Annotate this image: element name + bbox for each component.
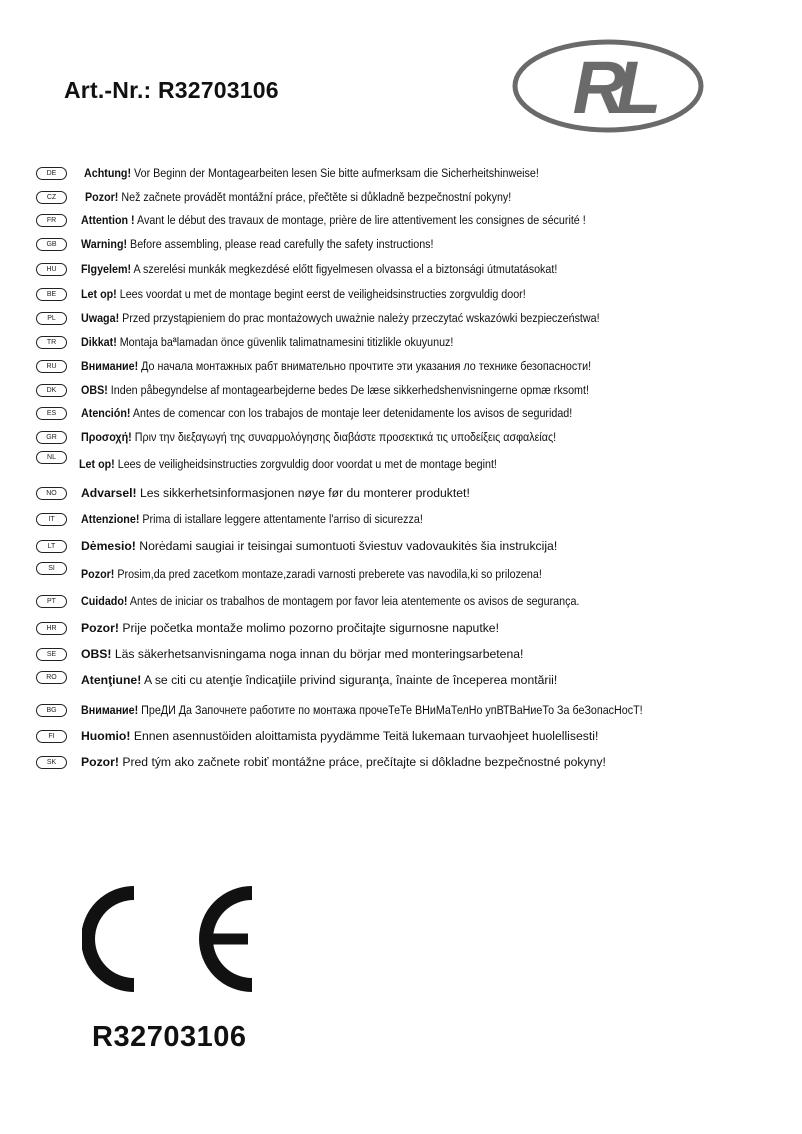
safety-notice-hr (36, 620, 499, 636)
language-badge: IT (36, 513, 67, 526)
safety-notice-tr (36, 334, 504, 350)
product-code: R32703106 (92, 1021, 247, 1053)
notice-text: До начала монтажных рабт внимательно прочтите эти указания ло технике безопасности! (141, 359, 592, 373)
safety-notice-lt (36, 538, 557, 554)
notice-title: Pozor! (81, 621, 119, 635)
language-badge: ES (36, 407, 67, 420)
language-badge: FR (36, 214, 67, 227)
safety-notice-ro (36, 672, 557, 688)
ce-mark-icon (82, 880, 272, 998)
language-badge: FI (36, 730, 67, 743)
safety-notice-sk (36, 754, 606, 770)
notice-text: Norėdami saugiai ir teisingai sumontuoti šviestuv vadovaukitės šia instrukcija! (139, 539, 558, 553)
safety-notice-dk (36, 382, 658, 398)
notice-text: Przed przystąpieniem do prac montażowych uważnie należy przeczytać wskazówki bezpieczeństwa! (122, 311, 600, 325)
language-badge: NL (36, 451, 67, 464)
language-badge: TR (36, 336, 67, 349)
notice-title: Attention ! (81, 213, 135, 227)
notice-text: Prima di istallare leggere attentamente l'arriso di sicurezza! (142, 512, 423, 526)
language-badge: LT (36, 540, 67, 553)
logo-lettering: RL (572, 46, 652, 129)
notice-text: Vor Beginn der Montagearbeiten lesen Sie bitte aufmerksam die Sicherheitshinweise! (134, 166, 539, 180)
notice-text: A se citi cu atenţie îndicaţiile privind siguranţa, înainte de începerea montării! (143, 673, 558, 687)
safety-notice-pt (36, 593, 647, 609)
notice-title: FIgyelem! (81, 262, 132, 276)
notice-text: Avant le début des travaux de montage, prière de lire attentivement les consignes de sécurité ! (137, 213, 586, 227)
language-badge: SI (36, 562, 67, 575)
safety-notice-se (36, 646, 523, 662)
safety-notice-de (36, 165, 601, 181)
safety-notice-bg (36, 702, 719, 718)
language-badge: HU (36, 263, 67, 276)
language-badge: SE (36, 648, 67, 661)
notice-title: Let op! (81, 287, 117, 301)
language-badge: NO (36, 487, 67, 500)
notice-title: Cuidado! (81, 594, 128, 608)
language-badge: GB (36, 238, 67, 251)
notice-text: Než začnete provádět montážní práce, přečtěte si důkladně bezpečnostní pokyny! (121, 190, 512, 204)
rl-brand-logo (512, 38, 705, 138)
notice-title: Achtung! (84, 166, 132, 180)
notice-text: Prije početka montaže molimo pozorno pročitajte sigurnosne naputke! (122, 621, 499, 635)
language-badge: DE (36, 167, 67, 180)
notice-title: Pozor! (81, 567, 115, 581)
safety-notice-ru (36, 358, 661, 374)
notice-title: OBS! (81, 383, 108, 397)
safety-notice-pl (36, 310, 670, 326)
notice-text: A szerelési munkák megkezdésé előtt figyelmesen olvassa el a biztonsági útmutatásokat! (133, 262, 558, 276)
safety-notice-gr (36, 429, 621, 445)
notice-text: Pred tým ako začnete robiť montážne práce, prečítajte si dôkladne bezpečnostné pokyny! (122, 755, 606, 769)
language-badge: RO (36, 671, 67, 684)
notice-text: ПреДИ Да Започнете работите по монтажа прочеТеТе ВНиМаТелНо упВТВаНиеТо За беЗопасНосТ! (141, 703, 643, 717)
language-badge: DK (36, 384, 67, 397)
notice-title: Atenţiune! (81, 673, 142, 687)
language-badge: PT (36, 595, 67, 608)
language-badge: BG (36, 704, 67, 717)
notice-text: Prosim,da pred zacetkom montaze,zaradi varnosti preberete vas navodila,ki so prilozena! (117, 567, 542, 581)
notice-title: Let op! (79, 457, 115, 471)
notice-text: Inden påbegyndelse af montagearbejderne bedes De læse sikkerhedshenvisningerne opmæ rksomt! (110, 383, 589, 397)
safety-notice-hu (36, 261, 622, 277)
notice-title: Внимание! (81, 703, 139, 717)
notice-text: Lees de veiligheidsinstructies zorgvuldig door voordat u met de montage begint! (117, 457, 497, 471)
notice-title: Προσοχή! (81, 430, 132, 444)
safety-notice-it (36, 511, 469, 527)
notice-title: Внимание! (81, 359, 139, 373)
safety-notice-si (36, 566, 605, 582)
notice-title: OBS! (81, 647, 112, 661)
notice-text: Antes de iniciar os trabalhos de montagem por favor leia atentemente os avisos de segurança. (129, 594, 580, 608)
notice-text: Les sikkerhetsinformasjonen nøye før du monterer produktet! (139, 486, 470, 500)
language-badge: CZ (36, 191, 67, 204)
safety-notice-es (36, 405, 639, 421)
notice-text: Lees voordat u met de montage begint eerst de veiligheidsinstructies zorgvuldig door! (119, 287, 526, 301)
notice-text: Ennen asennustöiden aloittamista pyydämme Teitä lukemaan turvaohjeet huolellisesti! (133, 729, 599, 743)
notice-text: Antes de comencar con los trabajos de montaje leer detenidamente los avisos de seguridad! (132, 406, 573, 420)
language-badge: SK (36, 756, 67, 769)
notice-title: Dikkat! (81, 335, 117, 349)
language-badge: BE (36, 288, 67, 301)
notice-text: Πριν την διεξαγωγή της συναρμολόγησης διαβάστε προσεκτικά τις υποδείξεις ασφαλείας! (134, 430, 557, 444)
notice-title: Dėmesio! (81, 539, 136, 553)
notice-title: Pozor! (85, 190, 119, 204)
notice-title: Attenzione! (81, 512, 140, 526)
notice-title: Uwaga! (81, 311, 120, 325)
notice-title: Warning! (81, 237, 128, 251)
language-badge: GR (36, 431, 67, 444)
language-badge: PL (36, 312, 67, 325)
notice-text: Läs säkerhetsanvisningama noga innan du börjar med monteringsarbetena! (114, 647, 524, 661)
safety-notice-fi (36, 728, 598, 744)
article-number-title: Art.-Nr.: R32703106 (64, 77, 279, 103)
safety-notice-nl (36, 453, 554, 472)
notice-title: Advarsel! (81, 486, 137, 500)
safety-notice-cz (36, 189, 569, 205)
notice-title: Atención! (81, 406, 131, 420)
safety-notice-no (36, 485, 470, 501)
notice-text: Montaja baªlamadan önce güvenlik talimatnamesini titizlikle okuyunuz! (119, 335, 454, 349)
notice-title: Pozor! (81, 755, 119, 769)
safety-notice-gb (36, 236, 482, 252)
safety-notice-fr (36, 212, 655, 228)
language-badge: RU (36, 360, 67, 373)
notice-text: Before assembling, please read carefully the safety instructions! (130, 237, 434, 251)
language-badge: HR (36, 622, 67, 635)
safety-notice-be (36, 286, 586, 302)
notice-title: Huomio! (81, 729, 131, 743)
